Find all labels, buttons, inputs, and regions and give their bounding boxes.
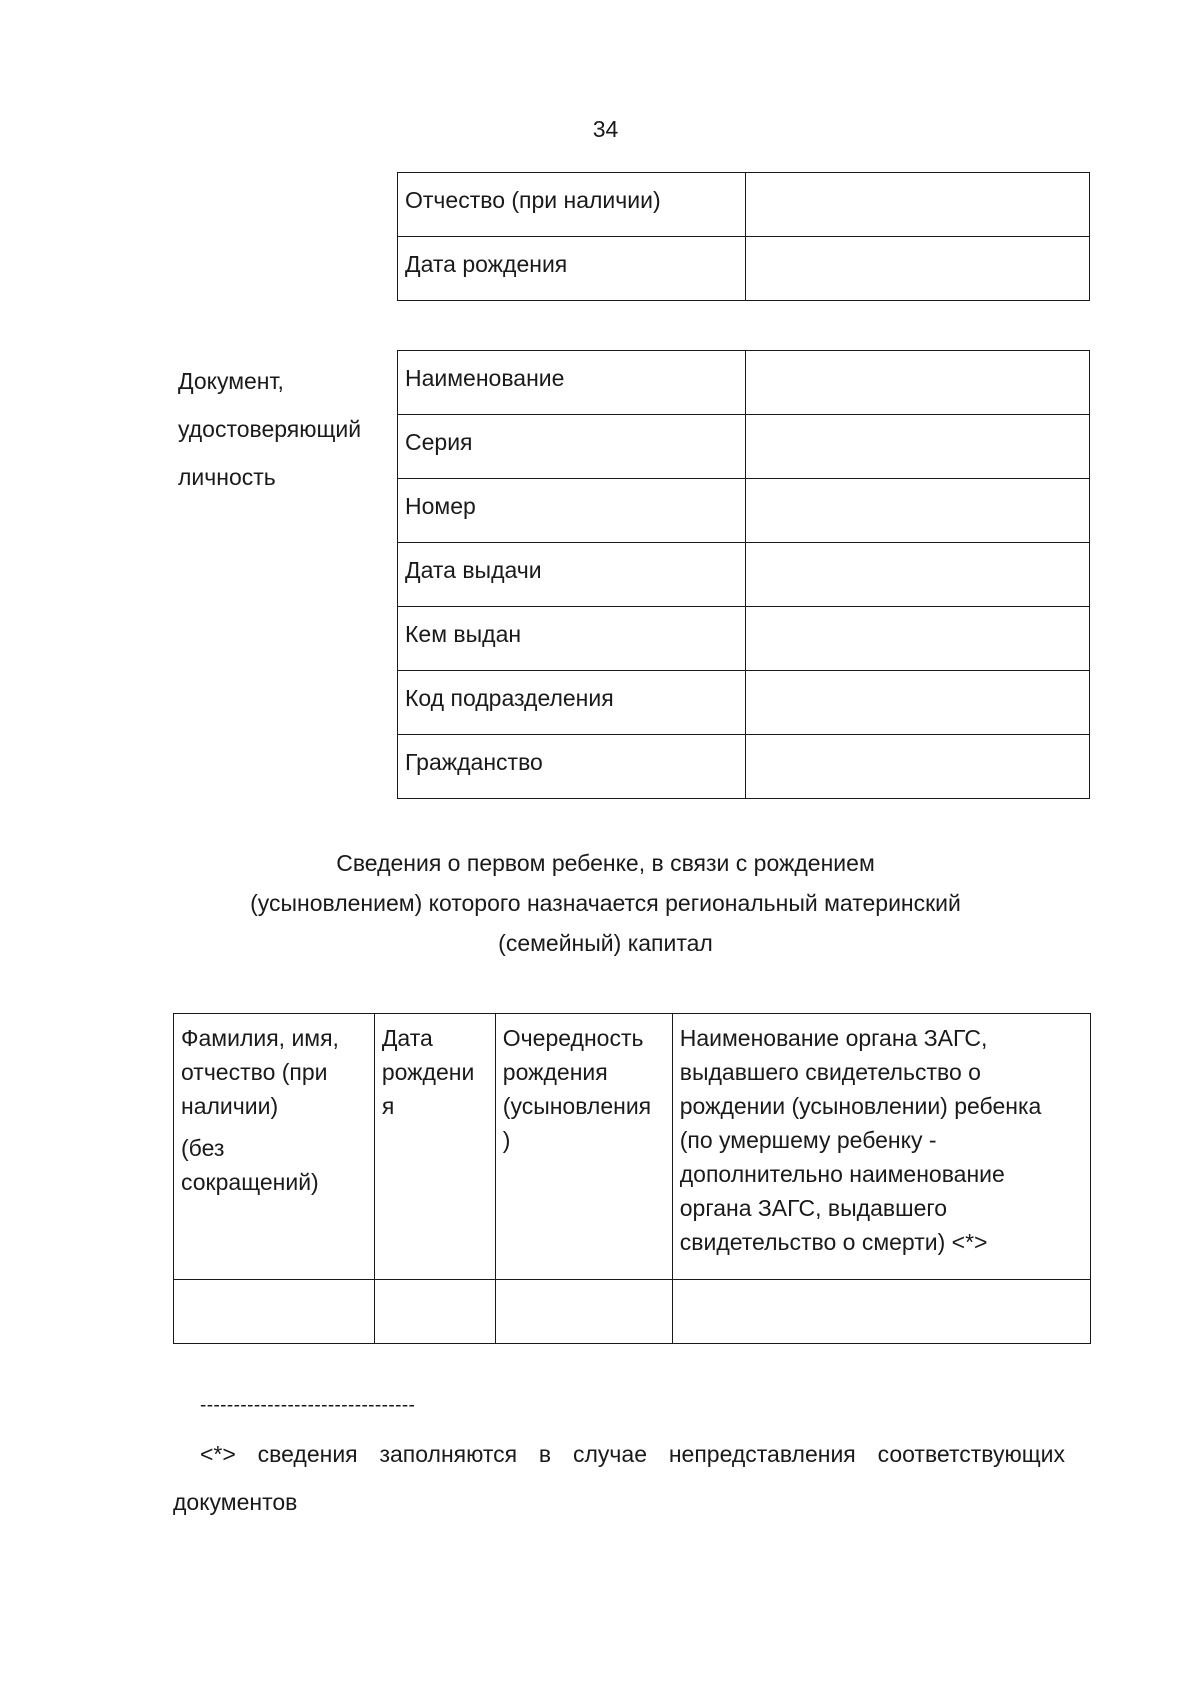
table-row	[174, 1280, 1091, 1344]
row-value-citizenship[interactable]	[746, 735, 1090, 799]
header-line: наличии)	[181, 1093, 279, 1119]
cell-zags[interactable]	[672, 1280, 1090, 1344]
header-line: рождени	[381, 1059, 475, 1085]
first-child-table	[173, 1013, 1091, 1344]
header-line: рождения	[502, 1059, 608, 1085]
table-row	[398, 237, 1090, 301]
header-line: рождении (усыновлении) ребенка	[679, 1093, 1042, 1119]
header-note	[181, 1131, 367, 1199]
header-line: я	[381, 1093, 395, 1119]
table-row	[398, 479, 1090, 543]
identity-document-label-line: личность	[178, 464, 276, 490]
column-header-birth-order	[495, 1014, 672, 1280]
header-line: отчество (при	[181, 1059, 328, 1085]
header-line: (по умершему ребенку -	[679, 1127, 937, 1153]
identity-document-table	[397, 350, 1090, 799]
row-label-citizenship: Гражданство	[398, 735, 746, 799]
column-header-zags	[672, 1014, 1090, 1280]
row-label-name: Наименование	[398, 351, 746, 415]
row-label-number: Номер	[398, 479, 746, 543]
header-line: дополнительно наименование	[679, 1161, 1005, 1187]
header-line: )	[502, 1127, 511, 1153]
column-header-birth-date	[374, 1014, 495, 1280]
table-row	[398, 351, 1090, 415]
header-line: Очередность	[502, 1025, 644, 1051]
table-row	[398, 607, 1090, 671]
cell-birth-order[interactable]	[495, 1280, 672, 1344]
identity-document-label	[178, 357, 361, 501]
section-heading	[0, 843, 1200, 963]
row-label-issued-by: Кем выдан	[398, 607, 746, 671]
footnote-text: <*> сведения заполняются в случае непредставления соответствующих документов	[173, 1441, 1065, 1515]
row-value-patronymic[interactable]	[746, 173, 1090, 237]
row-label-patronymic: Отчество (при наличии)	[398, 173, 746, 237]
parent-info-table	[397, 172, 1090, 301]
row-value-issued-by[interactable]	[746, 607, 1090, 671]
row-value-birth-date[interactable]	[746, 237, 1090, 301]
header-line: Наименование органа ЗАГС,	[679, 1025, 988, 1051]
section-heading-line: Сведения о первом ребенке, в связи с рождением	[336, 850, 875, 876]
page-number: 34	[592, 116, 619, 142]
row-label-issue-date: Дата выдачи	[398, 543, 746, 607]
row-value-name[interactable]	[746, 351, 1090, 415]
section-heading-line: (семейный) капитал	[498, 930, 713, 956]
header-line: выдавшего свидетельство о	[679, 1059, 981, 1085]
cell-birth-date[interactable]	[374, 1280, 495, 1344]
section-heading-line: (усыновлением) которого назначается региональный материнский	[250, 890, 961, 916]
table-row	[398, 671, 1090, 735]
header-line: Дата	[381, 1025, 433, 1051]
row-value-series[interactable]	[746, 415, 1090, 479]
table-row	[398, 415, 1090, 479]
row-value-issue-date[interactable]	[746, 543, 1090, 607]
identity-document-label-line: Документ,	[178, 368, 284, 394]
table-row	[398, 173, 1090, 237]
row-label-birth-date: Дата рождения	[398, 237, 746, 301]
table-header-row	[174, 1014, 1091, 1280]
row-label-division-code: Код подразделения	[398, 671, 746, 735]
row-value-division-code[interactable]	[746, 671, 1090, 735]
row-label-series: Серия	[398, 415, 746, 479]
header-line: (усыновления	[502, 1093, 652, 1119]
column-header-fio	[174, 1014, 375, 1280]
table-row	[398, 543, 1090, 607]
table-row	[398, 735, 1090, 799]
header-line: (без	[181, 1135, 225, 1161]
row-value-number[interactable]	[746, 479, 1090, 543]
header-line: сокращений)	[181, 1169, 319, 1195]
footnote-divider: --------------------------------	[200, 1395, 416, 1416]
identity-document-label-line: удостоверяющий	[178, 416, 362, 442]
header-line: Фамилия, имя,	[181, 1025, 339, 1051]
header-line: органа ЗАГС, выдавшего	[679, 1195, 948, 1221]
header-line: свидетельство о смерти) <*>	[679, 1229, 988, 1255]
cell-fio[interactable]	[174, 1280, 375, 1344]
